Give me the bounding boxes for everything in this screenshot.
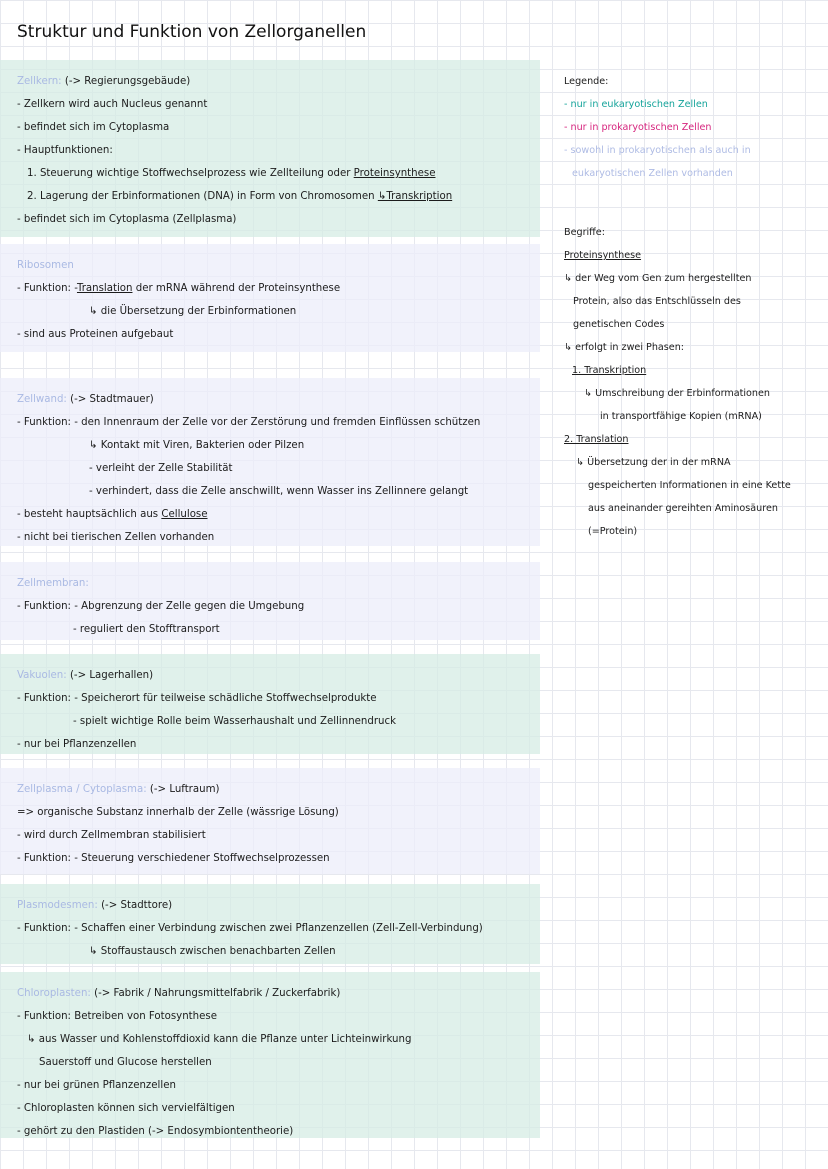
begriffe-line: ↳ der Weg vom Gen zum hergestellten: [564, 273, 752, 284]
begriffe-line: ↳ Übersetzung der in der mRNA: [576, 457, 731, 468]
begriffe-line: ↳ erfolgt in zwei Phasen:: [564, 342, 685, 353]
zellplasma-line: - wird durch Zellmembran stabilisiert: [17, 830, 206, 841]
zellwand-line: - Funktion: - den Innenraum der Zelle vor der Zerstörung und fremden Einflüssen schützen: [17, 417, 481, 428]
chloroplasten-line: Sauerstoff und Glucose herstellen: [39, 1057, 212, 1068]
begriffe-line: gespeicherten Informationen in eine Kette: [588, 480, 791, 491]
analogy-plasmodesmen: (-> Stadttore): [101, 900, 173, 911]
begriffe-line: (=Protein): [588, 526, 638, 537]
vakuolen-line: - Funktion: - Speicherort für teilweise schädliche Stoffwechselprodukte: [17, 693, 377, 704]
begriffe-phase2: 2. Translation: [564, 434, 629, 445]
heading-plasmodesmen: Plasmodesmen:: [17, 900, 98, 911]
term-cellulose: Cellulose: [161, 509, 208, 520]
term-proteinsynthese: Proteinsynthese: [353, 168, 436, 179]
analogy-chloroplasten: (-> Fabrik / Nahrungsmittelfabrik / Zuckerfabrik): [94, 988, 341, 999]
begriffe-line: aus aneinander gereihten Aminosäuren: [588, 503, 778, 514]
zellwand-line: ↳ Kontakt mit Viren, Bakterien oder Pilzen: [89, 440, 305, 451]
legend-eukaryot: - nur in eukaryotischen Zellen: [564, 99, 708, 110]
heading-zellmembran: Zellmembran:: [17, 578, 89, 589]
ribosomen-line: ↳ die Übersetzung der Erbinformationen: [89, 306, 297, 317]
begriffe-line: ↳ Umschreibung der Erbinformationen: [584, 388, 770, 399]
heading-zellkern: Zellkern:: [17, 76, 62, 87]
chloroplasten-line: ↳ aus Wasser und Kohlenstoffdioxid kann die Pflanze unter Lichteinwirkung: [27, 1034, 412, 1045]
legend-heading: Legende:: [564, 76, 609, 87]
heading-zellwand: Zellwand:: [17, 394, 67, 405]
heading-chloroplasten: Chloroplasten:: [17, 988, 91, 999]
begriffe-phase1: 1. Transkription: [572, 365, 647, 376]
zellkern-line: - Hauptfunktionen:: [17, 145, 113, 156]
heading-zellplasma: Zellplasma / Cytoplasma:: [17, 784, 147, 795]
section-zellplasma: [0, 768, 540, 874]
ribosomen-line: der mRNA während der Proteinsynthese: [135, 283, 341, 294]
zellkern-line: - befindet sich im Cytoplasma (Zellplasma): [17, 214, 237, 225]
zellplasma-line: => organische Substanz innerhalb der Zelle (wässrige Lösung): [17, 807, 339, 818]
zellkern-line: - befindet sich im Cytoplasma: [17, 122, 170, 133]
sidebar-notes: [564, 70, 824, 543]
term-transkription: ↳Transkription: [377, 191, 453, 202]
plasmodesmen-line: - Funktion: - Schaffen einer Verbindung zwischen zwei Pflanzenzellen (Zell-Zell-Verbindung): [17, 923, 483, 934]
chloroplasten-line: - gehört zu den Plastiden (-> Endosymbiontentheorie): [17, 1126, 294, 1137]
begriffe-heading: Begriffe:: [564, 227, 605, 238]
chloroplasten-line: - nur bei grünen Pflanzenzellen: [17, 1080, 176, 1091]
analogy-zellkern: (-> Regierungsgebäude): [64, 76, 191, 87]
section-chloroplasten: [0, 972, 540, 1138]
section-plasmodesmen: [0, 884, 540, 964]
zellmembran-line: - reguliert den Stofftransport: [73, 624, 220, 635]
chloroplasten-line: - Funktion: Betreiben von Fotosynthese: [17, 1011, 217, 1022]
legend-prokaryot: - nur in prokaryotischen Zellen: [564, 122, 712, 133]
heading-ribosomen: Ribosomen: [17, 260, 74, 271]
section-zellmembran: [0, 562, 540, 640]
plasmodesmen-line: ↳ Stoffaustausch zwischen benachbarten Zellen: [89, 946, 336, 957]
begriffe-line: genetischen Codes: [573, 319, 665, 330]
zellwand-line: - besteht hauptsächlich aus: [17, 509, 159, 520]
zellkern-line: 2. Lagerung der Erbinformationen (DNA) in Form von Chromosomen: [27, 191, 375, 202]
zellmembran-line: - Funktion: - Abgrenzung der Zelle gegen die Umgebung: [17, 601, 305, 612]
begriffe-term: Proteinsynthese: [564, 250, 642, 261]
analogy-zellplasma: (-> Luftraum): [149, 784, 220, 795]
analogy-zellwand: (-> Stadtmauer): [70, 394, 154, 405]
zellwand-line: - verhindert, dass die Zelle anschwillt, wenn Wasser ins Zellinnere gelangt: [89, 486, 469, 497]
ribosomen-line: - sind aus Proteinen aufgebaut: [17, 329, 174, 340]
analogy-vakuolen: (-> Lagerhallen): [69, 670, 154, 681]
zellkern-line: 1. Steuerung wichtige Stoffwechselprozess wie Zellteilung oder: [27, 168, 351, 179]
section-zellkern: [0, 60, 540, 237]
begriffe-line: in transportfähige Kopien (mRNA): [600, 411, 762, 422]
heading-vakuolen: Vakuolen:: [17, 670, 67, 681]
zellwand-line: - verleiht der Zelle Stabilität: [89, 463, 233, 474]
zellwand-line: - nicht bei tierischen Zellen vorhanden: [17, 532, 215, 543]
section-zellwand: [0, 378, 540, 546]
vakuolen-line: - spielt wichtige Rolle beim Wasserhaushalt und Zellinnendruck: [73, 716, 397, 727]
zellplasma-line: - Funktion: - Steuerung verschiedener Stoffwechselprozessen: [17, 853, 330, 864]
legend-both: eukaryotischen Zellen vorhanden: [572, 168, 733, 179]
begriffe-line: Protein, also das Entschlüsseln des: [573, 296, 741, 307]
term-translation: Translation: [76, 283, 133, 294]
section-vakuolen: [0, 654, 540, 754]
ribosomen-line: - Funktion: -: [17, 283, 77, 294]
page-title: Struktur und Funktion von Zellorganellen: [17, 22, 367, 42]
chloroplasten-line: - Chloroplasten können sich vervielfältigen: [17, 1103, 235, 1114]
legend-both: - sowohl in prokaryotischen als auch in: [564, 145, 751, 156]
vakuolen-line: - nur bei Pflanzenzellen: [17, 739, 137, 750]
zellkern-line: - Zellkern wird auch Nucleus genannt: [17, 99, 208, 110]
section-ribosomen: [0, 244, 540, 352]
